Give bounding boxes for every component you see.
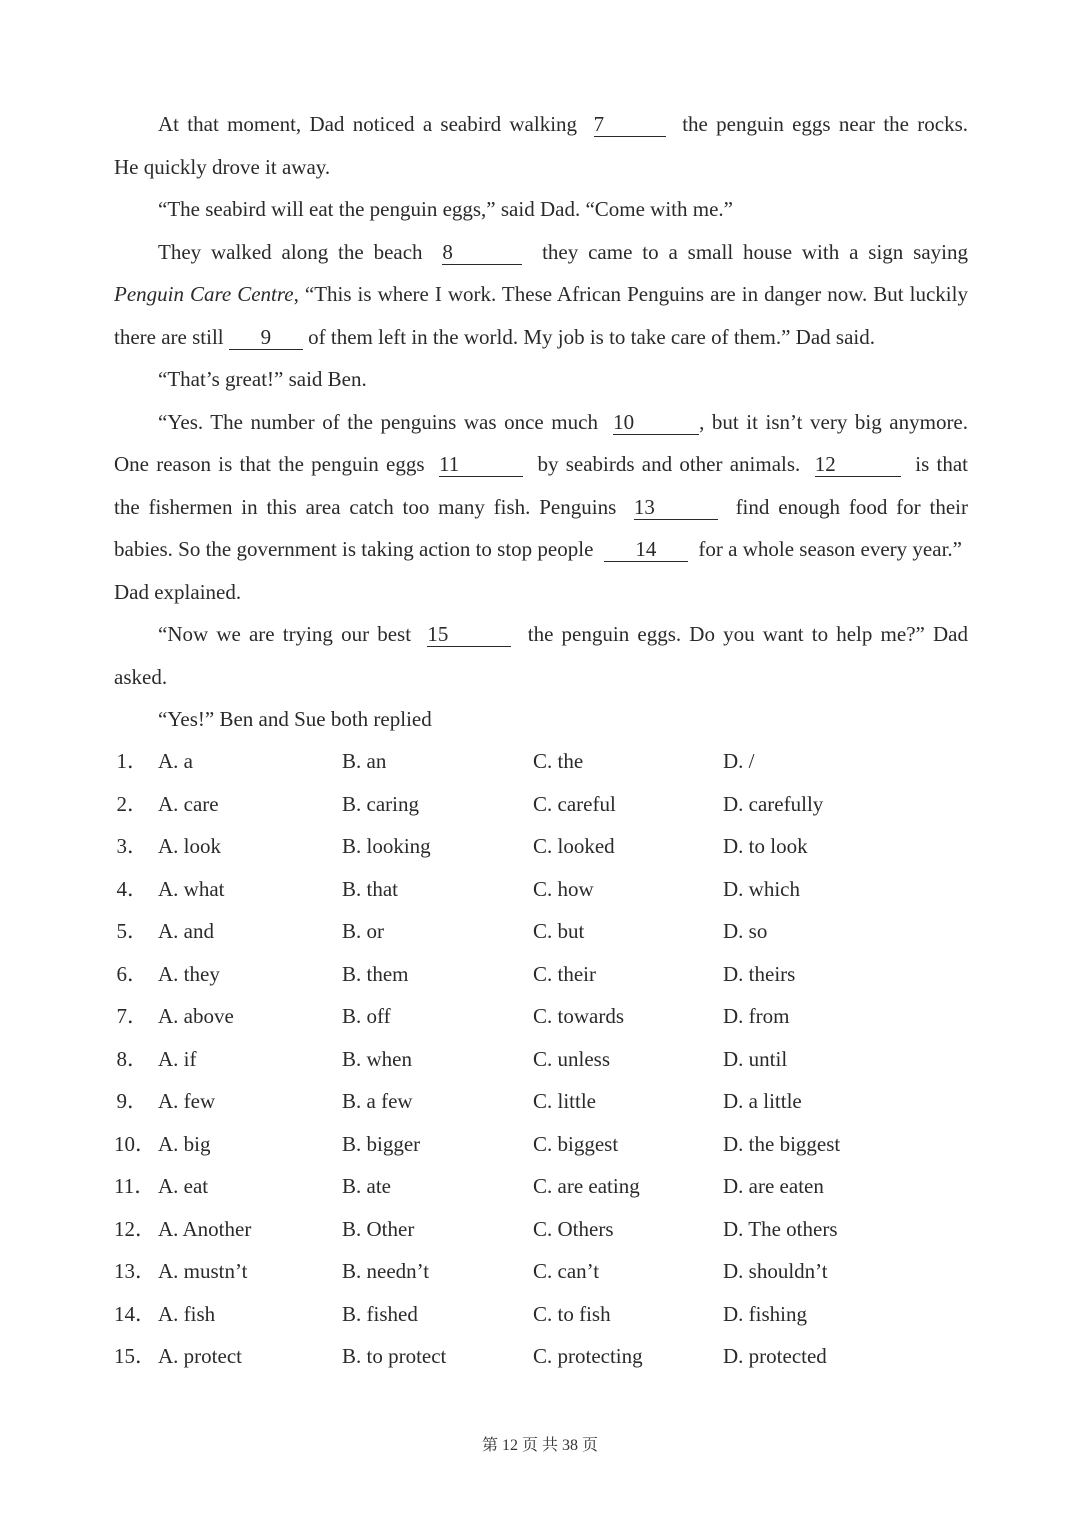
text: is that [915,452,969,476]
passage-line [114,486,968,529]
blank-8: 8 [442,240,522,265]
option-b: B. ate [342,1174,391,1198]
option-b: B. when [342,1046,412,1071]
text: “Now we are trying our best [158,622,412,646]
passage-line: “The seabird will eat the penguin eggs,” said Dad. “Come with me.” [158,197,733,221]
option-d: D. from [723,1004,790,1028]
passage-line: Dad explained. [114,579,242,604]
text: the penguin eggs near the rocks. [682,112,969,136]
option-a: A. fish [158,1301,216,1326]
option-a: A. eat [158,1174,209,1198]
question-number: 5． [116,919,148,943]
question-number: 4． [116,876,148,901]
option-d: D. which [723,876,800,901]
passage-line [114,231,968,274]
text: for a whole season every year.” [698,537,962,561]
passage-line [114,273,968,316]
passage-line: “Yes!” Ben and Sue both replied [158,707,432,731]
option-row [0,910,1080,952]
option-a: A. protect [158,1344,242,1368]
option-d: D. theirs [723,961,796,986]
question-number: 9． [116,1089,148,1113]
option-b: B. them [342,961,409,986]
blank-15: 15 [427,622,511,647]
question-number: 11． [114,1174,156,1198]
option-a: A. mustn’t [158,1259,248,1283]
passage-line [114,103,968,146]
option-d: D. / [723,749,755,773]
option-b: B. to protect [342,1344,447,1368]
option-row [0,953,1080,995]
page-number: 第 12 页 共 38 页 [481,1437,598,1454]
option-c: C. the [533,749,584,773]
text: One reason is that the penguin eggs [114,452,425,476]
option-b: B. that [342,876,398,901]
option-d: D. a little [723,1089,802,1113]
text: of them left in the world. My job is to take care of them.” Dad said. [308,324,875,349]
option-row [0,995,1080,1037]
option-a: A. few [158,1089,216,1113]
option-c: C. biggest [533,1131,619,1156]
question-number: 3． [116,834,148,858]
option-row [0,825,1080,867]
text: , “This is where I work. These African Penguins are in danger now. But luckily [293,282,968,306]
option-b: B. or [342,919,384,943]
option-d: D. to look [723,834,808,858]
option-d: D. fishing [723,1301,807,1326]
option-a: A. big [158,1131,211,1156]
blank-7: 7 [594,112,666,137]
text: they came to a small house with a sign saying [542,239,968,264]
passage [114,103,968,741]
option-d: D. so [723,919,768,943]
passage-line [114,401,968,444]
option-row [0,1165,1080,1207]
question-number: 13． [114,1259,156,1283]
option-a: A. if [158,1046,197,1071]
question-number: 1． [116,749,148,773]
option-c: C. Others [533,1216,614,1241]
text: the fishermen in this area catch too many fish. Penguins [114,494,617,519]
option-d: D. the biggest [723,1131,841,1156]
passage-line: “That’s great!” said Ben. [158,367,367,391]
option-row [0,1335,1080,1377]
question-number: 2． [116,791,148,816]
blank-10: 10 [613,410,699,435]
question-number: 15． [114,1344,156,1368]
sign-text: Penguin Care Centre [114,282,294,306]
text: “Yes. The number of the penguins was once much [158,409,598,434]
option-a: A. look [158,834,221,858]
passage-line: He quickly drove it away. [114,154,331,179]
option-d: D. carefully [723,791,824,816]
option-d: D. shouldn’t [723,1259,828,1283]
option-a: A. Another [158,1216,252,1241]
option-b: B. off [342,1004,391,1028]
option-c: C. can’t [533,1259,600,1283]
option-c: C. to fish [533,1301,611,1326]
option-row [0,740,1080,782]
question-number: 10． [114,1131,156,1156]
option-b: B. a few [342,1089,413,1113]
option-a: A. they [158,961,220,986]
option-row [0,1208,1080,1250]
option-b: B. an [342,749,387,773]
text: the penguin eggs. Do you want to help me?” Dad [527,622,969,646]
option-a: A. a [158,749,193,773]
option-d: D. until [723,1046,788,1071]
option-a: A. what [158,876,225,901]
option-row [0,868,1080,910]
blank-11: 11 [439,452,523,477]
option-a: A. care [158,791,219,816]
option-b: B. looking [342,834,431,858]
option-row [0,1080,1080,1122]
option-b: B. caring [342,791,419,816]
option-b: B. Other [342,1216,415,1241]
blank-12: 12 [815,452,901,477]
option-a: A. above [158,1004,234,1028]
option-c: C. unless [533,1046,611,1071]
option-c: C. little [533,1089,596,1113]
option-row [0,1123,1080,1165]
text: They walked along the beach [158,239,423,264]
option-d: D. are eaten [723,1174,824,1198]
option-row [0,1038,1080,1080]
option-b: B. needn’t [342,1259,430,1283]
option-a: A. and [158,919,214,943]
text: , but it isn’t very big anymore. [699,409,969,434]
passage-line [114,613,968,656]
option-b: B. bigger [342,1131,421,1156]
passage-line [114,528,980,571]
option-c: C. are eating [533,1174,640,1198]
option-d: D. The others [723,1216,838,1241]
option-c: C. their [533,961,596,986]
option-b: B. fished [342,1301,418,1326]
passage-line [114,443,968,486]
option-c: C. protecting [533,1344,643,1368]
option-c: C. towards [533,1004,624,1028]
blank-13: 13 [634,495,718,520]
option-c: C. careful [533,791,616,816]
question-number: 7． [116,1004,148,1028]
passage-line [114,316,968,359]
passage-line: asked. [114,664,168,689]
text: there are still [114,324,224,349]
question-number: 12． [114,1216,156,1241]
question-number: 8． [116,1046,148,1071]
option-c: C. but [533,919,585,943]
blank-14: 14 [604,537,688,562]
text: find enough food for their [735,494,968,519]
text: by seabirds and other animals. [537,452,801,476]
option-row [0,1250,1080,1292]
option-c: C. looked [533,834,615,858]
question-number: 6． [116,961,148,986]
text: At that moment, Dad noticed a seabird walking [158,112,578,136]
text: babies. So the government is taking action to stop people [114,537,594,561]
question-number: 14． [114,1301,156,1326]
option-c: C. how [533,876,594,901]
option-row [0,1293,1080,1335]
option-d: D. protected [723,1344,827,1368]
blank-9: 9 [229,325,303,350]
option-row [0,783,1080,825]
